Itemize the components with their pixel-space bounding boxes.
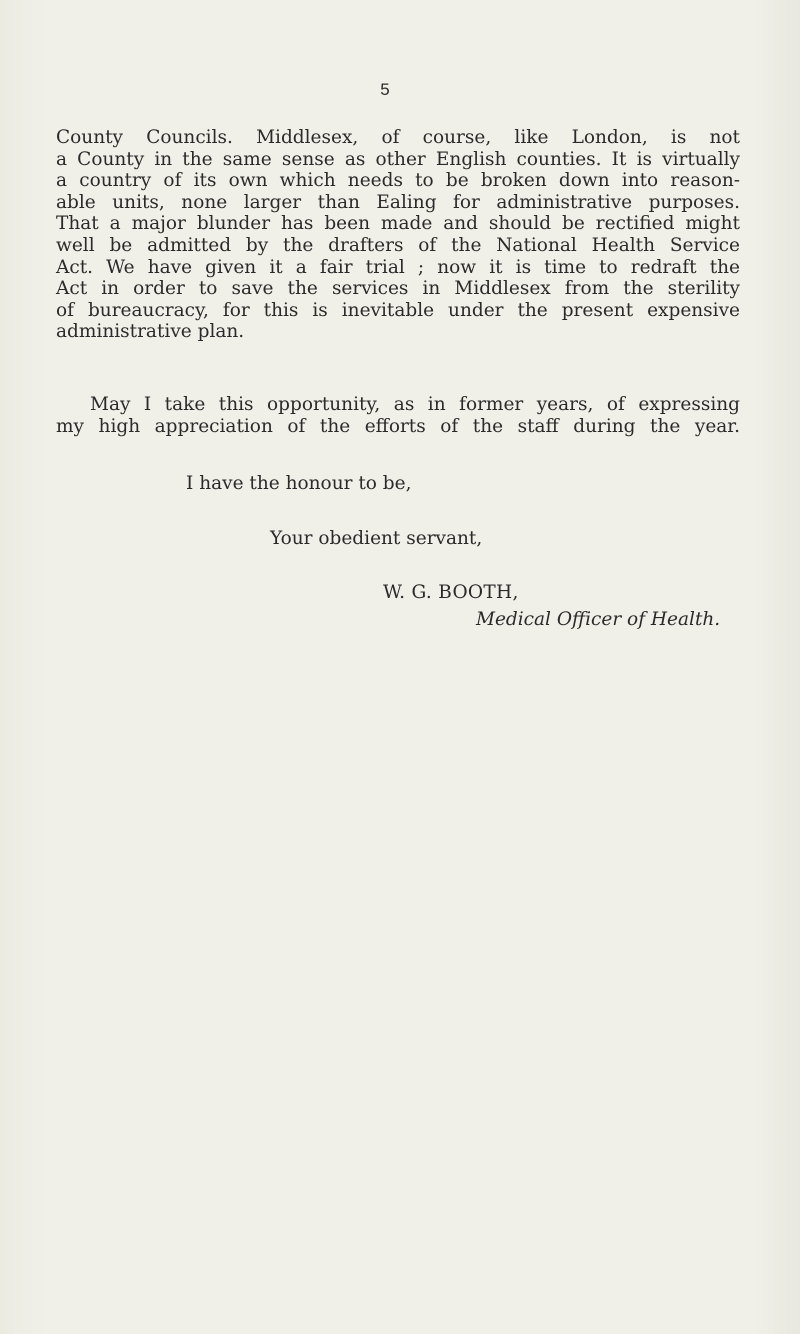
page-number: 5	[380, 80, 390, 99]
paragraph-line: a County in the same sense as other English counties. It is virtually	[56, 148, 740, 170]
paragraph-line: able units, none larger than Ealing for administrative purposes.	[56, 191, 740, 213]
paragraph-line: Act in order to save the services in Middlesex from the sterility	[56, 278, 740, 300]
paragraph-line: Act. We have given it a fair trial ; now it is time to redraft the	[56, 256, 740, 278]
paragraph-line: County Councils. Middlesex, of course, like London, is not	[56, 127, 740, 148]
paragraph-line: of bureaucracy, for this is inevitable under the present expensive	[56, 299, 740, 321]
closing-line: I have the honour to be,	[186, 473, 412, 494]
paragraph-line: a country of its own which needs to be broken down into reason-	[56, 170, 740, 192]
salutation-line: Your obedient servant,	[270, 528, 483, 549]
paragraph-line: That a major blunder has been made and should be rectified might	[56, 213, 740, 235]
paragraph-line: administrative plan.	[56, 321, 245, 343]
signer-title: Medical Officer of Health.	[476, 609, 721, 630]
body-paragraph-1	[56, 127, 740, 343]
signer-name: W. G. BOOTH,	[383, 582, 519, 603]
body-paragraph-2	[56, 394, 740, 437]
paragraph-line: my high appreciation of the efforts of the staff during the year.	[56, 415, 740, 437]
paragraph-line: well be admitted by the drafters of the National Health Service	[56, 234, 740, 256]
paragraph-line: May I take this opportunity, as in former years, of expressing	[90, 394, 740, 415]
